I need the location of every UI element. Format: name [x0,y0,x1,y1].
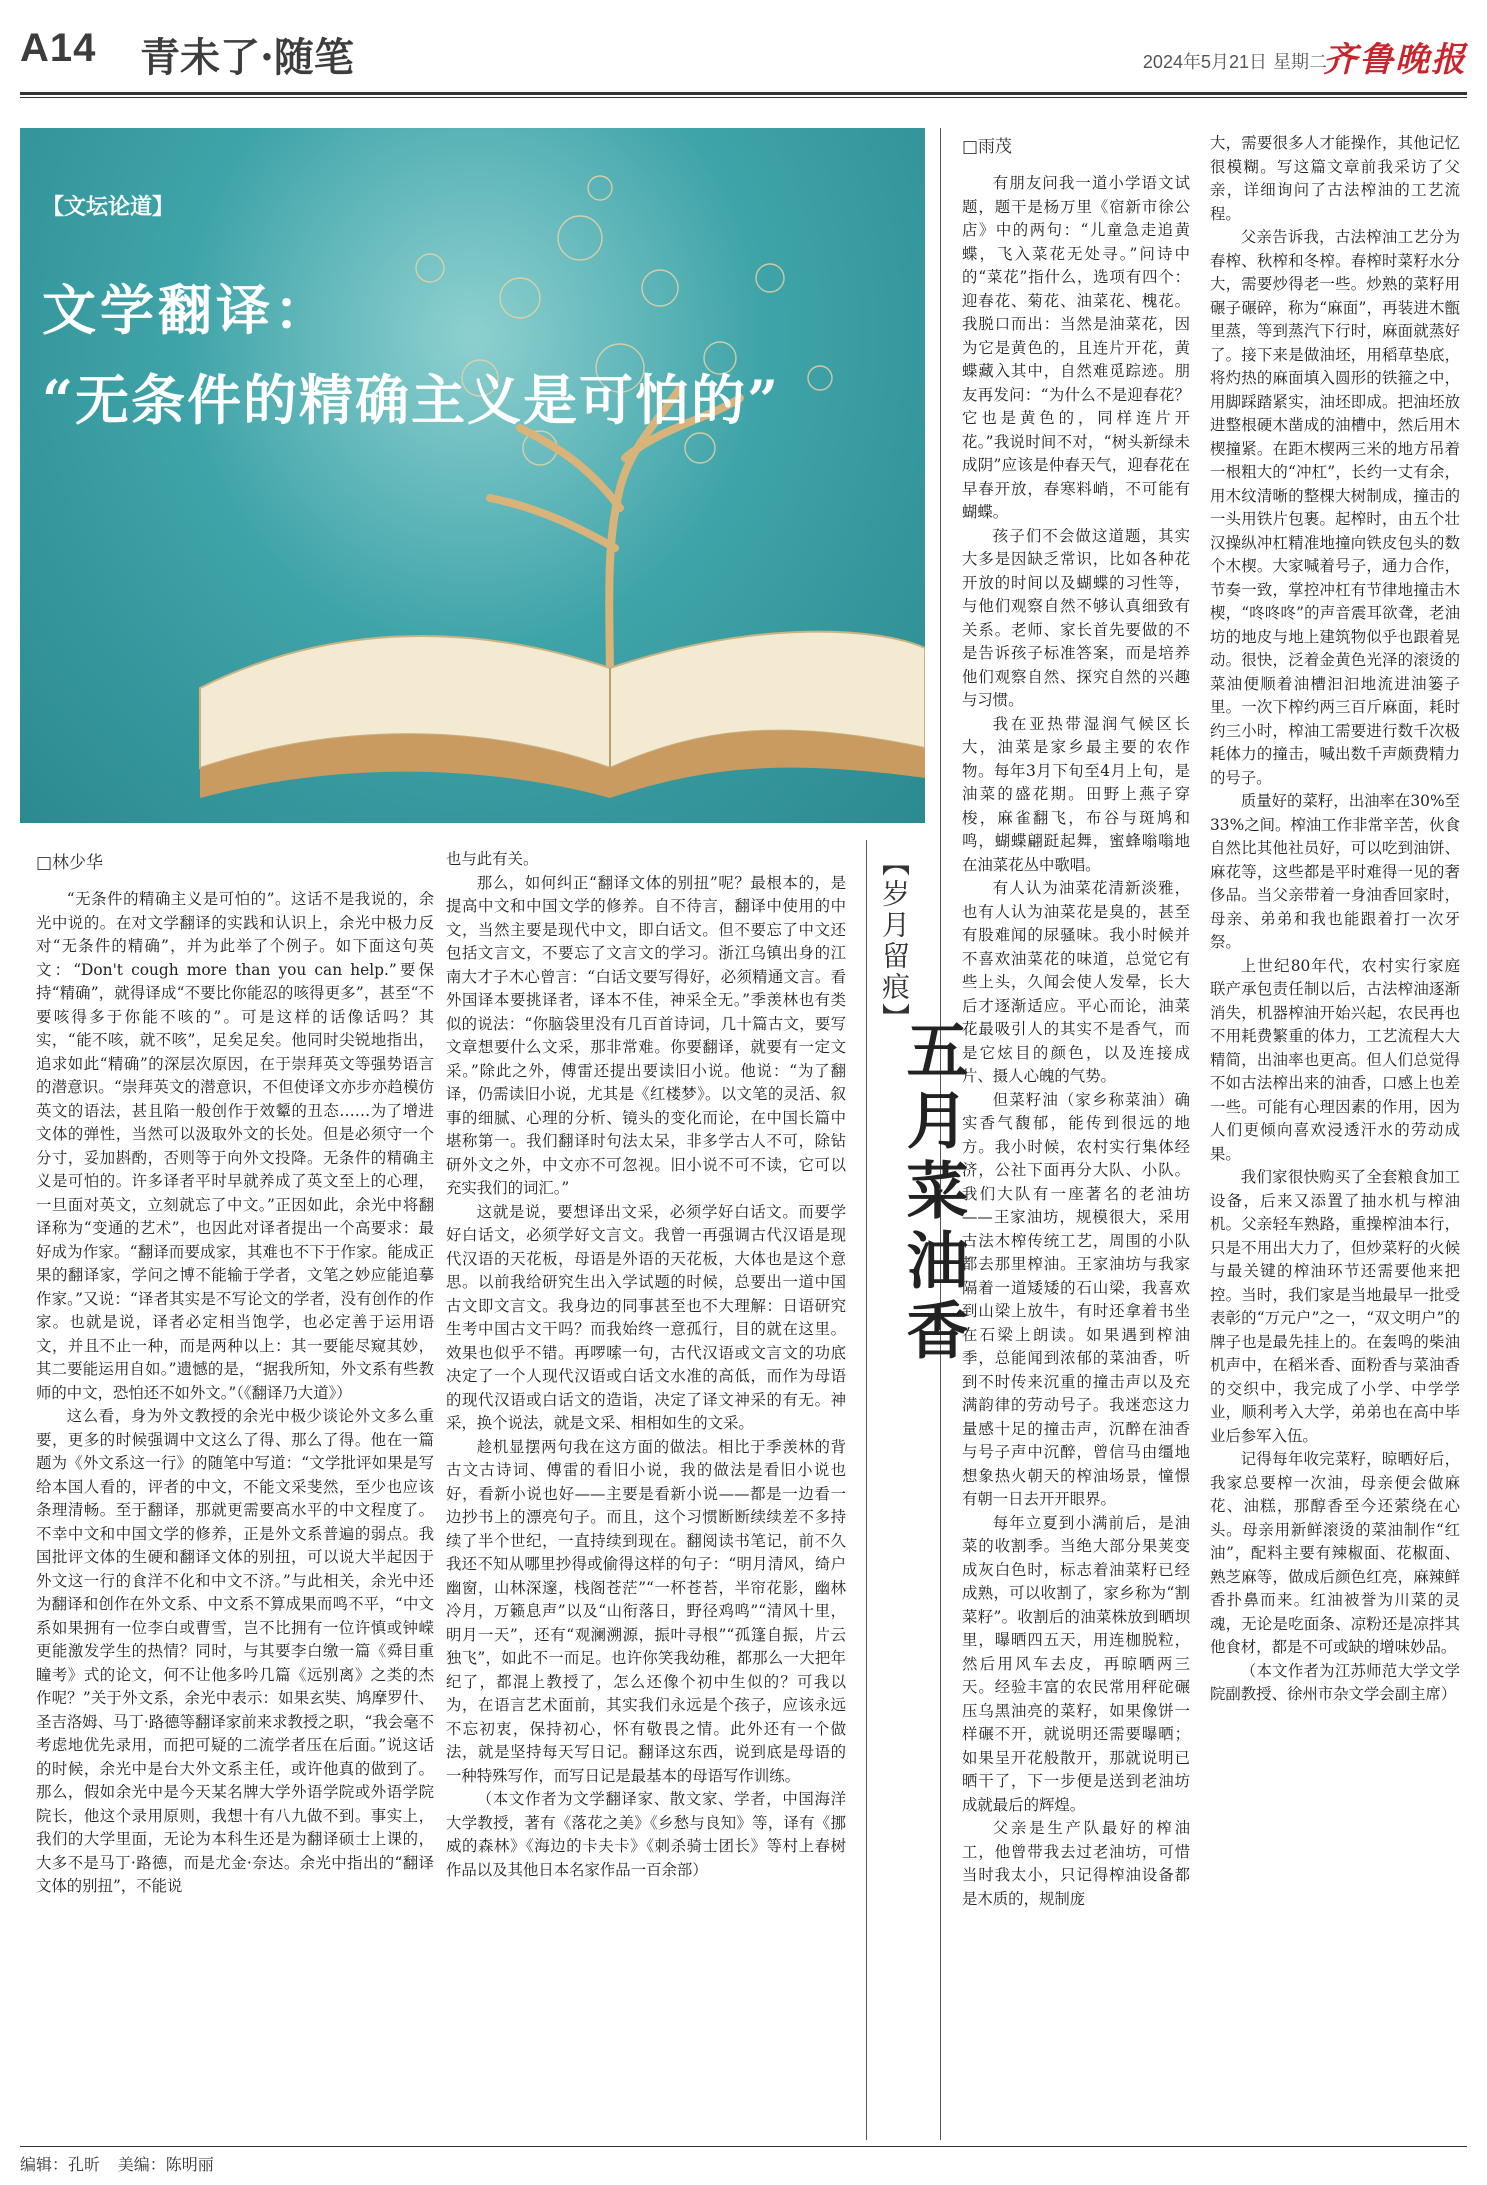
page-footer [20,2152,214,2175]
paragraph: 父亲告诉我，古法榨油工艺分为春榨、秋榨和冬榨。春榨时菜籽水分大，需要炒得老一些。炒熟的菜籽用碾子碾碎，称为“麻面”，再装进木甑里蒸，等到蒸汽下行时，麻面就蒸好了。接下来是做油坯，用稻草垫底，将灼热的麻面填入圆形的铁箍之中，用脚踩踏紧实，油坯即成。把油坯放进整根硬木凿成的油槽中，然后用木楔撞紧。在距木楔两三米的地方吊着一根粗大的“冲杠”，长约一丈有余，用木纹清晰的整棵大树制成，撞击的一头用铁片包裹。起榨时，由五个壮汉操纵冲杠精准地撞向铁皮包头的数个木楔。大家喊着号子，通力合作，节奏一致，掌控冲杠有节律地撞击木楔，“咚咚咚”的声音震耳欲聋，老油坊的地皮与地上建筑物似乎也跟着晃动。很快，泛着金黄色光泽的滚烫的菜油便顺着油槽汩汩地流进油篓子里。一次下榨约两三百斤麻面，耗时约三小时，榨油工需要进行数千次极耗体力的撞击，喊出数千声颇费精力的号子。 [1210,228,1460,787]
article2-headline: 五月菜油香 [896,1018,969,1368]
section-title: 青未了·随笔 [140,34,354,81]
art-editor-credit: 美编：陈明丽 [117,2157,214,2174]
paragraph: 也与此有关。 [446,850,539,868]
paragraph: 这么看，身为外文教授的余光中极少谈论外文多么重要，更多的时候强调中文这么了得、那么了得。他在一篇题为《外文系这一行》的随笔中写道：“文学批评如果是写给本国人看的，评者的中文，不能文采斐然，至少也应该条理清畅。至于翻译，那就更需要高水平的中文程度了。不幸中文和中国文学的修养，正是外文系普遍的弱点。我国批评文体的生硬和翻译文体的别扭，可以说大半起因于外文这一行的食洋不化和中文不济。”与此相关，余光中还为翻译和创作在外文系、中文系不算成果而鸣不平，“中文系如果拥有一位李白或曹雪，岂不比拥有一位许慎或钟嵘更能激发学生的热情？同时，与其要李白缴一篇《舜目重瞳考》式的论文，何不让他多吟几篇《远别离》之类的杰作呢？”关于外文系，余光中表示：如果玄奘、鸠摩罗什、圣吉洛姆、马丁·路德等翻译家前来求教授之职，“我会毫不考虑地优先录用，而把可疑的二流学者压在后面。”说这话的时候，余光中是台大外文系主任，或许他真的做到了。那么，假如余光中是今天某名牌大学外语学院或外语学院院长，他这个录用原则，我想十有八九做不到。事实上，我们的大学里面，无论为本科生还是为翻译硕士上课的，大多不是马丁·路德，而是尤金·奈达。余光中指出的“翻译文体的别扭”，不能说 [36,1407,434,1895]
paragraph: 我在亚热带湿润气候区长大，油菜是家乡最主要的农作物。每年3月下旬至4月上旬，是油菜的盛花期。田野上燕子穿梭，麻雀翻飞，布谷与斑鸠和鸣，蝴蝶翩跹起舞，蜜蜂嗡嗡地在油菜花丛中歌唱。 [962,714,1190,874]
paragraph: 我们家很快购买了全套粮食加工设备，后来又添置了抽水机与榨油机。父亲轻车熟路，重操榨油本行，只是不用出大力了，但炒菜籽的火候与最关键的榨油环节还需要他来把控。当时，我们家是当地最早一批受表彰的“万元户”之一，“双文明户”的牌子也是最先挂上的。在轰鸣的柴油机声中，在稻米香、面粉香与菜油香的交织中，我完成了小学、中学学业，顺利考入大学，弟弟也在高中毕业后参军入伍。 [1210,1168,1460,1445]
paragraph: 质量好的菜籽，出油率在30%至33%之间。榨油工作非常辛苦，伙食自然比其他社员好，可以吃到油饼、麻花等，这些都是平时难得一见的奢侈品。当父亲带着一身油香回家时，母亲、弟弟和我也能跟着打一次牙祭。 [1210,792,1460,951]
paragraph: 趁机显摆两句我在这方面的做法。相比于季羡林的背古文古诗词、傅雷的看旧小说，我的做法是看旧小说也好，看新小说也好——主要是看新小说——都是一边看一边抄书上的漂亮句子。而且，这个习惯断断续续差不多持续了半个世纪，一直持续到现在。翻阅读书笔记，前不久我还不知从哪里抄得或偷得这样的句子：“明月清风，绮户幽窗，山林深邃，栈阁苍茫”“一杯苍苔，半帘花影，幽林冷月，万籁息声”以及“山衔落日，野径鸡鸣”“清风十里，明月一天”，还有“观澜溯源，振叶寻根”“孤篷自振，片云独飞”，如此不一而足。也许你笑我幼稚，都那么一大把年纪了，都混上教授了，怎么还像个初中生似的？可我以为，在语言艺术面前，其实我们永远是个孩子，应该永远不忘初衷，保持初心，怀有敬畏之情。此外还有一个做法，就是坚持每天写日记。翻译这东西，说到底是母语的一种特殊写作，而写日记是最基本的母语写作训练。 [446,1437,846,1785]
page-number: A14 [20,26,97,70]
article2-column-1 [962,172,1190,2136]
paragraph: 每年立夏到小满前后，是油菜的收割季。当绝大部分果荚变成灰白色时，标志着油菜籽已经成熟，可以收割了，家乡称为“割菜籽”。收割后的油菜株放到晒坝里，曝晒四五天，用连枷脱粒，然后用风车去皮，再晾晒两三天。经验丰富的农民常用秤砣碾压乌黑油亮的菜籽，如果像饼一样碾不开，就说明还需要曝晒；如果呈开花般散开，那就说明已晒干了，下一步便是送到老油坊成就最后的辉煌。 [962,1513,1190,1814]
column-divider [866,840,867,2140]
paragraph: 上世纪80年代，农村实行家庭联产承包责任制以后，古法榨油逐渐消失，机器榨油开始兴起，农民再也不用耗费繁重的体力，工艺流程大大精简，出油率也更高。但人们总觉得不如古法榨出来的油香，口感上也差一些。可能有心理因素的作用，因为人们更倾向喜欢浸透汗水的劳动成果。 [1210,956,1460,1163]
column-tag: 【文坛论道】 [42,194,175,220]
author-bio: （本文作者为文学翻译家、散文家、学者，中国海洋大学教授，著有《落花之美》《乡愁与良知》等，译有《挪威的森林》《海边的卡夫卡》《刺杀骑士团长》等村上春树作品以及其他日本名家作品一百余部） [446,1790,846,1879]
issue-date: 2024年5月21日 [1142,52,1267,72]
book-tree-illustration [20,128,925,823]
page-header [20,18,1467,88]
paragraph: 那么，如何纠正“翻译文体的别扭”呢？最根本的，是提高中文和中国文学的修养。自不待言，翻译中使用的中文，当然主要是现代中文，即白话文。但不要忘了中文还包括文言文，不要忘了文言文的学习。浙江乌镇出身的江南大才子木心曾言：“白话文要写得好，必须精通文言。看外国译本要挑译者，译本不佳，神采全无。”季羡林也有类似的说法：“你脑袋里没有几百首诗词，几十篇古文，要写文章想要什么文采，那非常难。你要翻译，就要有一定文采。”除此之外，傅雷还提出要读旧小说。他说：“为了翻译，仍需读旧小说，尤其是《红楼梦》。以文笔的灵活、叙事的细腻、心理的分析、镜头的变化而论，在中国长篇中堪称第一。我们翻译时句法太呆，非多学古人不可，除钻研外文之外，中文亦不可忽视。旧小说不可不读，它可以充实我们的词汇。” [446,873,846,1197]
article1-byline: □林少华 [36,853,104,873]
article2-byline: □雨茂 [962,137,1013,157]
issue-weekday: 星期二 [1273,52,1327,73]
paragraph: 但菜籽油（家乡称菜油）确实香气馥郁，能传到很远的地方。我小时候，农村实行集体经济，公社下面再分大队、小队。我们大队有一座著名的老油坊——王家油坊，规模很大，采用古法木榨传统工艺，周围的小队都去那里榨油。王家油坊与我家隔着一道矮矮的石山梁，我喜欢到山梁上放牛，有时还拿着书坐在石梁上朗读。如果遇到榨油季，总能闻到浓郁的菜油香，听到不时传来沉重的撞击声以及充满韵律的劳动号子。我迷恋这力量感十足的撞击声，沉醉在油香与号子声中沉醉，曾信马由缰地想象热火朝天的榨油场景，憧憬有朝一日去开开眼界。 [962,1090,1190,1508]
paragraph: 这就是说，要想译出文采，必须学好白话文。而要学好白话文，必须学好文言文。我曾一再强调古代汉语是现代汉语的天花板，母语是外语的天花板，大体也是这个意思。以前我给研究生出入学试题的时候，总要出一道中国古文即文言文。我身边的同事甚至也不大理解：日语研究生考中国古文干吗？而我始终一意孤行，目的就在这里。效果也似乎不错。再啰嗦一句，古代汉语或文言文的功底决定了一个人现代汉语或白话文水准的高低，而作为母语的现代汉语或白话文的造诣，决定了译文神采的有无。神采，换个说法，就是文采、相相如生的文采。 [446,1202,846,1432]
article1-column-1 [36,888,434,2136]
paragraph: 大，需要很多人才能操作，其他记忆很模糊。写这篇文章前我采访了父亲，详细询问了古法榨油的工艺流程。 [1210,134,1460,223]
author-bio: （本文作者为江苏师范大学文学院副教授、徐州市杂文学会副主席） [1210,1661,1460,1703]
newspaper-logo: 齐鲁晚报 [1323,40,1467,80]
article1-column-2 [446,848,846,2136]
paragraph: 记得每年收完菜籽，晾晒好后，我家总要榨一次油，母亲便会做麻花、油糕，那醇香至今还萦绕在心头。母亲用新鲜滚烫的菜油制作“红油”，配料主要有辣椒面、花椒面、熟芝麻等，做成后颜色红亮，麻辣鲜香扑鼻而来。红油被誉为川菜的灵魂，无论是吃面条、凉粉还是凉拌其他食材，都是不可或缺的增味妙品。 [1210,1450,1460,1656]
paragraph: 父亲是生产队最好的榨油工，他曾带我去过老油坊，可惜当时我太小，只记得榨油设备都是木质的，规制庞 [962,1819,1190,1908]
paragraph: 孩子们不会做这道题，其实大多是因缺乏常识，比如各种花开放的时间以及蝴蝶的习性等，与他们观察自然不够认真细致有关系。老师、家长首先要做的不是告诉孩子标准答案，而是培养他们观察自然、探究自然的兴趣与习惯。 [962,526,1190,709]
editor-credit: 编辑：孔昕 [20,2157,101,2174]
headline-line2: “无条件的精确主义是可怕的” [42,368,781,432]
footer-rule [20,2146,1467,2147]
hero-illustration [20,128,925,823]
paragraph: “无条件的精确主义是可怕的”。这话不是我说的，余光中说的。在对文学翻译的实践和认识上，余光中极力反对“无条件的精确”，并为此举了个例子。如下面这句英文：“Don't cough more than you can help.”要保持“精确”，就得译成“不要比你能忍的咳得更多”，甚至“不要咳得多于你能不咳的”。可是这样的话像话吗？其实，“能不咳，就不咳”，足矣足矣。他同时尖锐地指出，追求如此“精确”的深层次原因，在于崇拜英文等强势语言的潜意识。“崇拜英文的潜意识，不但使译文亦步亦趋模仿英文的语法，甚且陷一般创作于效颦的丑态……为了增进文体的弹性，当然可以汲取外文的长处。但是必须守一个分寸，妥加斟酌，否则等于向外文投降。无条件的精确主义是可怕的。许多译者平时早就养成了英文至上的心理，一旦面对英文，立刻就忘了中文。”正因如此，余光中将翻译称为“变通的艺术”，也因此对译者提出一个高要求：最好成为作家。“翻译而要成家，其难也不下于作家。能成正果的翻译家，学问之博不能输于学者，文笔之妙应能追摹作家。”又说：“译者其实是不写论文的学者，没有创作的作家。也就是说，译者必定相当饱学，也必定善于运用语文，并且不止一种，而是两种以上：其一要能尽窥其妙，其二要能运用自如。”遗憾的是，“据我所知，外文系有些教师的中文，恐怕还不如外文。”（《翻译乃大道》） [36,890,434,1402]
paragraph: 有朋友问我一道小学语文试题，题干是杨万里《宿新市徐公店》中的两句：“儿童急走追黄蝶，飞入菜花无处寻。”问诗中的“菜花”指什么，选项有四个：迎春花、菊花、油菜花、槐花。我脱口而出：当然是油菜花，因为它是黄色的，且连片开花，黄蝶藏入其中，自然难觅踪迹。朋友再发问：“为什么不是迎春花？它也是黄色的，同样连片开花。”我说时间不对，“树头新绿未成阴”应该是仲春天气，迎春花在早春开放，春寒料峭，不可能有蝴蝶。 [962,174,1190,521]
header-rule [20,92,1467,95]
header-rule-thin [20,97,1467,98]
paragraph: 有人认为油菜花清新淡雅，也有人认为油菜花是臭的，甚至有股难闻的尿骚味。我小时候并不喜欢油菜花的味道，总觉它有些上头，久闻会使人发晕，长大后才逐渐适应。平心而论，油菜花最吸引人的其实不是香气，而是它炫目的颜色，以及连接成片、摄人心魄的气势。 [962,879,1190,1085]
column-tag-vertical: 【岁月留痕】 [878,848,911,1034]
headline-line1: 文学翻译： [42,278,332,342]
article2-column-2 [1210,132,1460,2136]
